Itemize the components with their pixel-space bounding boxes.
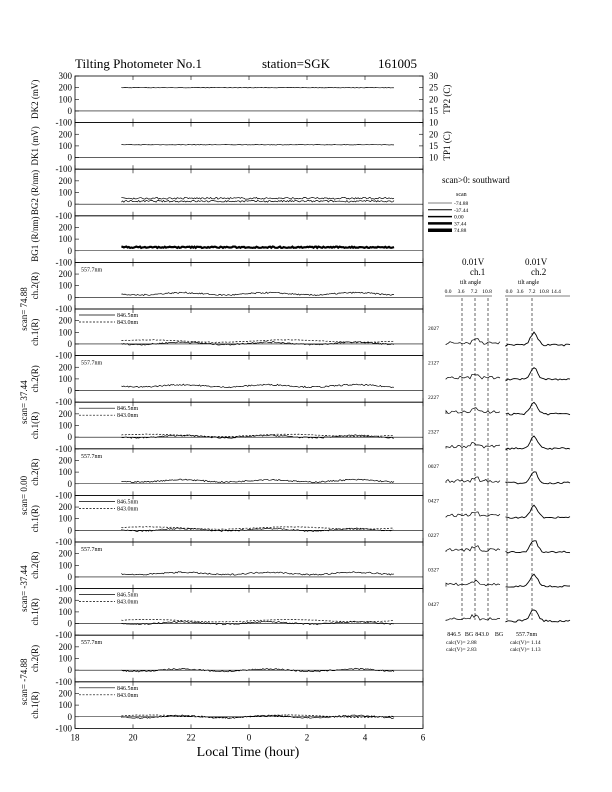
- ch2-angle-label: 7.2: [528, 289, 536, 295]
- series-line: [121, 619, 394, 622]
- scan-group-label: scan= -74.88: [19, 658, 29, 706]
- y-axis-label: DK1 (mV): [30, 126, 40, 166]
- wavelength-label: 557.7nm: [81, 360, 103, 367]
- ch1-footer-label: 843.0: [475, 632, 489, 638]
- ch2-tilt-profile: [506, 472, 570, 484]
- ch2-label: ch.2: [531, 267, 547, 277]
- y-axis-label: ch.2(R): [30, 458, 40, 486]
- y-tick-label: 200: [58, 269, 72, 280]
- wavelength-label: 557.7nm: [81, 640, 103, 647]
- tilt-time-label: 2127: [428, 360, 439, 367]
- y-tick-label: 0: [67, 292, 72, 303]
- legend-label: 843.0nm: [117, 320, 139, 326]
- date-label: 161005: [378, 56, 417, 71]
- ch1-angle-label: 3.6: [457, 289, 465, 295]
- ch2-angle-label: 14.4: [551, 289, 561, 295]
- y-tick-label: 200: [58, 315, 72, 326]
- y-tick-label: 200: [58, 455, 72, 466]
- y-tick-label: 0: [67, 385, 72, 396]
- y-axis-label: ch.1(R): [30, 318, 40, 346]
- scan-legend-label: -37.44: [454, 207, 469, 214]
- panel-s1c2: [19, 262, 423, 330]
- tilt-time-label: 0427: [428, 602, 439, 608]
- y-tick-label: 200: [58, 82, 72, 93]
- ch1-footer-label: 846.5: [447, 632, 461, 638]
- y-tick-label: 100: [58, 560, 72, 571]
- y-tick-label: 100: [58, 187, 72, 198]
- panel-s5c1: [30, 682, 423, 734]
- calc-ch1-2: calc(V)= 2.83: [446, 647, 477, 653]
- ch2-tilt-profile: [506, 505, 570, 518]
- y-axis-label: ch.2(R): [30, 644, 40, 673]
- ch1-label: ch.1: [470, 267, 486, 277]
- legend-label: 843.0nm: [117, 506, 139, 513]
- ch2-angle-label: 3.6: [516, 289, 524, 295]
- y-tick-label: 200: [58, 502, 72, 513]
- legend-label: 846.5nm: [117, 685, 139, 692]
- panel-s3c1: [30, 495, 423, 547]
- right-tick-label: 20: [429, 129, 438, 140]
- ch2-tilt-profile: [506, 368, 570, 381]
- tilt-time-label: 2027: [428, 326, 439, 332]
- ch2-tilt-label: tilt angle: [518, 280, 540, 286]
- y-tick-label: -100: [55, 304, 72, 314]
- y-tick-label: 100: [58, 700, 72, 711]
- y-tick-label: 200: [58, 408, 72, 419]
- legend-label: 843.0nm: [117, 599, 139, 606]
- y-tick-label: -100: [55, 630, 72, 641]
- panel-s4c1: [30, 589, 423, 641]
- scan-legend: [428, 175, 510, 234]
- tilt-time-label: 0227: [428, 533, 439, 539]
- wavelength-label: 557.7nm: [81, 453, 103, 460]
- y-tick-label: 0: [67, 432, 72, 443]
- panels-group: [19, 71, 452, 733]
- ch1-tilt-label: tilt angle: [460, 280, 482, 286]
- y-tick-label: -100: [55, 164, 72, 175]
- ch2-tilt-profile: [506, 332, 570, 346]
- ch1-tilt-profile: [446, 615, 500, 621]
- tilt-time-label: 0427: [428, 498, 439, 505]
- ch2-tilt-profile: [506, 436, 570, 450]
- y-tick-label: 100: [58, 140, 72, 151]
- y-tick-label: 0: [67, 199, 72, 210]
- right-tick-label: 10: [429, 117, 438, 128]
- ch1-tilt-profile: [446, 374, 500, 379]
- y-tick-label: -100: [55, 443, 72, 454]
- y-axis-label: ch.2(R): [30, 272, 40, 300]
- scan-legend-heading: scan>0: southward: [442, 175, 510, 185]
- y-tick-label: 0: [67, 711, 72, 722]
- scan-group-label: scan= 74.88: [19, 287, 29, 331]
- series-line: [121, 87, 394, 88]
- scan-group-label: scan= -37.44: [19, 565, 29, 612]
- legend-label: 846.5nm: [117, 313, 139, 319]
- series-line: [121, 145, 394, 146]
- scan-legend-label: -74.88: [454, 201, 469, 207]
- panel-bg1: [30, 216, 423, 268]
- scan-legend-label: 37.44: [454, 221, 467, 228]
- y-tick-label: -100: [55, 397, 72, 408]
- y-tick-label: -100: [55, 257, 72, 268]
- ch1-tilt-profile: [446, 408, 500, 414]
- series-line: [121, 197, 394, 199]
- y-tick-label: 0: [67, 665, 72, 676]
- scan-group-label: scan= 37.44: [19, 380, 29, 424]
- ch1-scale: 0.01V: [462, 257, 485, 267]
- legend-label: 843.0nm: [117, 692, 139, 699]
- y-tick-label: 0: [67, 245, 72, 256]
- y-tick-label: -100: [55, 210, 72, 221]
- y-tick-label: 200: [58, 222, 72, 233]
- series-line: [121, 292, 394, 296]
- y-tick-label: 300: [58, 71, 72, 81]
- right-tick-label: 30: [429, 71, 438, 81]
- y-tick-label: 200: [58, 175, 72, 186]
- panel-dk2: [30, 71, 452, 128]
- y-tick-label: 0: [67, 338, 72, 349]
- ch2-tilt-profile: [506, 574, 570, 587]
- series-line: [121, 340, 394, 343]
- ch1-footer-label: BG: [464, 632, 474, 638]
- y-axis-label: BG1 (R/nm): [30, 216, 40, 262]
- series-line: [121, 247, 394, 248]
- y-axis-label: ch.1(R): [30, 598, 40, 626]
- y-tick-label: 200: [58, 362, 72, 373]
- tilt-time-label: 0027: [428, 464, 439, 470]
- panel-dk1: [30, 123, 452, 175]
- y-tick-label: -100: [55, 350, 72, 361]
- y-axis-label: ch.1(R): [30, 691, 40, 719]
- y-tick-label: 200: [58, 595, 72, 606]
- panel-s2c2: [19, 356, 423, 424]
- panel-frame: [75, 123, 423, 170]
- ch1-tilt-profile: [446, 339, 500, 345]
- ch1-tilt-profile: [446, 546, 500, 552]
- y-tick-label: 200: [58, 688, 72, 699]
- panel-frame: [75, 76, 423, 123]
- panel-frame: [75, 635, 423, 682]
- right-tick-label: 10: [429, 152, 438, 163]
- y-tick-label: -100: [55, 676, 72, 687]
- ch2-tilt-profile: [506, 402, 570, 415]
- right-tick-label: 25: [429, 82, 438, 93]
- panel-s1c1: [30, 309, 423, 361]
- panel-frame: [75, 216, 423, 263]
- y-axis-label: ch.1(R): [30, 411, 40, 440]
- panel-s2c1: [30, 402, 423, 454]
- ch1-tilt-profile: [446, 477, 500, 483]
- y-tick-label: 100: [58, 234, 72, 245]
- series-line: [121, 572, 394, 576]
- panel-frame: [75, 262, 423, 309]
- y-axis-label: BG2 (R/nm): [30, 169, 40, 216]
- station-label: station=SGK: [262, 56, 331, 71]
- x-tick-label: 22: [186, 732, 196, 743]
- panel-frame: [75, 356, 423, 403]
- x-axis: [71, 732, 426, 742]
- scan-legend-label: 74.88: [454, 228, 467, 235]
- y-tick-label: 100: [58, 373, 72, 384]
- right-tick-label: 15: [429, 140, 438, 151]
- legend-label: 846.5nm: [117, 592, 139, 599]
- y-tick-label: 0: [67, 618, 72, 629]
- panel-frame: [75, 169, 423, 216]
- calc-ch1-1: calc(V)= 2.88: [446, 640, 477, 646]
- legend-label: 843.0nm: [117, 413, 139, 420]
- ch2-tilt-profile: [506, 541, 570, 553]
- y-tick-label: -100: [55, 490, 72, 501]
- ch2-tilt-profile: [506, 610, 570, 622]
- tilt-time-label: 2227: [428, 395, 439, 401]
- ch1-tilt-profile: [446, 580, 500, 586]
- y-tick-label: 100: [58, 653, 72, 664]
- y-tick-label: 100: [58, 513, 72, 524]
- y-tick-label: 100: [58, 467, 72, 478]
- tilt-angle-panel: [428, 257, 570, 653]
- y-tick-label: 0: [67, 152, 72, 163]
- y-axis-label: DK2 (mV): [30, 79, 40, 119]
- y-tick-label: 100: [58, 327, 72, 338]
- series-line: [121, 200, 394, 202]
- right-tick-label: 15: [429, 105, 438, 116]
- y-tick-label: 200: [58, 129, 72, 140]
- x-tick-label: 2: [304, 732, 310, 743]
- y-axis-label: ch.2(R): [30, 551, 40, 579]
- footer-ch2: 557.7nm: [516, 632, 538, 638]
- y-tick-label: -100: [55, 583, 72, 594]
- y-tick-label: 0: [67, 525, 72, 536]
- tilt-time-label: 0327: [428, 567, 439, 574]
- y-tick-label: -100: [55, 537, 72, 547]
- y-tick-label: 0: [67, 571, 72, 582]
- legend-label: 846.5nm: [117, 406, 139, 413]
- series-line: [121, 384, 394, 388]
- panel-s3c2: [19, 449, 423, 515]
- y-tick-label: 200: [58, 641, 72, 652]
- y-axis-label: ch.1(R): [30, 505, 40, 533]
- ch1-tilt-profile: [446, 442, 500, 448]
- tilt-time-label: 2327: [428, 429, 439, 436]
- ch1-angle-label: 0.0: [444, 289, 452, 295]
- right-axis-label: TP1 (C): [442, 131, 452, 161]
- y-tick-label: 100: [58, 280, 72, 291]
- legend-label: 846.5nm: [117, 499, 139, 506]
- ch1-tilt-profile: [446, 512, 500, 518]
- panel-frame: [75, 449, 423, 496]
- y-tick-label: 100: [58, 94, 72, 105]
- ch2-angle-label: 0.0: [505, 289, 513, 295]
- ch1-angle-label: 7.2: [470, 289, 478, 295]
- y-tick-label: 200: [58, 548, 72, 559]
- right-tick-label: 20: [429, 94, 438, 105]
- y-tick-label: -100: [55, 723, 72, 734]
- scan-group-label: scan= 0.00: [19, 475, 29, 515]
- wavelength-label: 557.7nm: [81, 547, 103, 553]
- calc-ch2-1: calc(V)= 1.14: [510, 640, 541, 646]
- ch2-angle-label: 10.8: [539, 289, 549, 295]
- ch2-scale: 0.01V: [525, 257, 548, 267]
- series-line: [121, 479, 394, 483]
- y-tick-label: 100: [58, 420, 72, 431]
- series-line: [121, 342, 394, 346]
- y-axis-label: ch.2(R): [30, 365, 40, 393]
- x-tick-label: 18: [70, 732, 80, 743]
- x-tick-label: 20: [128, 732, 138, 743]
- scan-legend-label: 0.00: [454, 214, 464, 221]
- right-axis-label: TP2 (C): [442, 84, 452, 114]
- x-tick-label: 4: [362, 732, 368, 743]
- y-tick-label: 0: [67, 478, 72, 489]
- ch1-angle-label: 10.8: [482, 289, 492, 295]
- x-tick-label: 6: [420, 732, 426, 743]
- scan-legend-title: scan: [456, 192, 467, 198]
- calc-ch2-2: calc(V)= 1.13: [510, 647, 541, 653]
- panel-frame: [75, 542, 423, 589]
- y-tick-label: 0: [67, 105, 72, 116]
- x-axis-label: Local Time (hour): [196, 745, 300, 760]
- chart-title: Tilting Photometer No.1: [75, 56, 203, 71]
- series-line: [121, 528, 394, 532]
- ch1-footer-label: BG: [494, 632, 504, 638]
- y-tick-label: 100: [58, 606, 72, 617]
- x-tick-label: 0: [246, 732, 252, 743]
- panel-bg2: [30, 169, 423, 221]
- wavelength-label: 557.7nm: [81, 267, 103, 274]
- y-tick-label: -100: [55, 117, 72, 128]
